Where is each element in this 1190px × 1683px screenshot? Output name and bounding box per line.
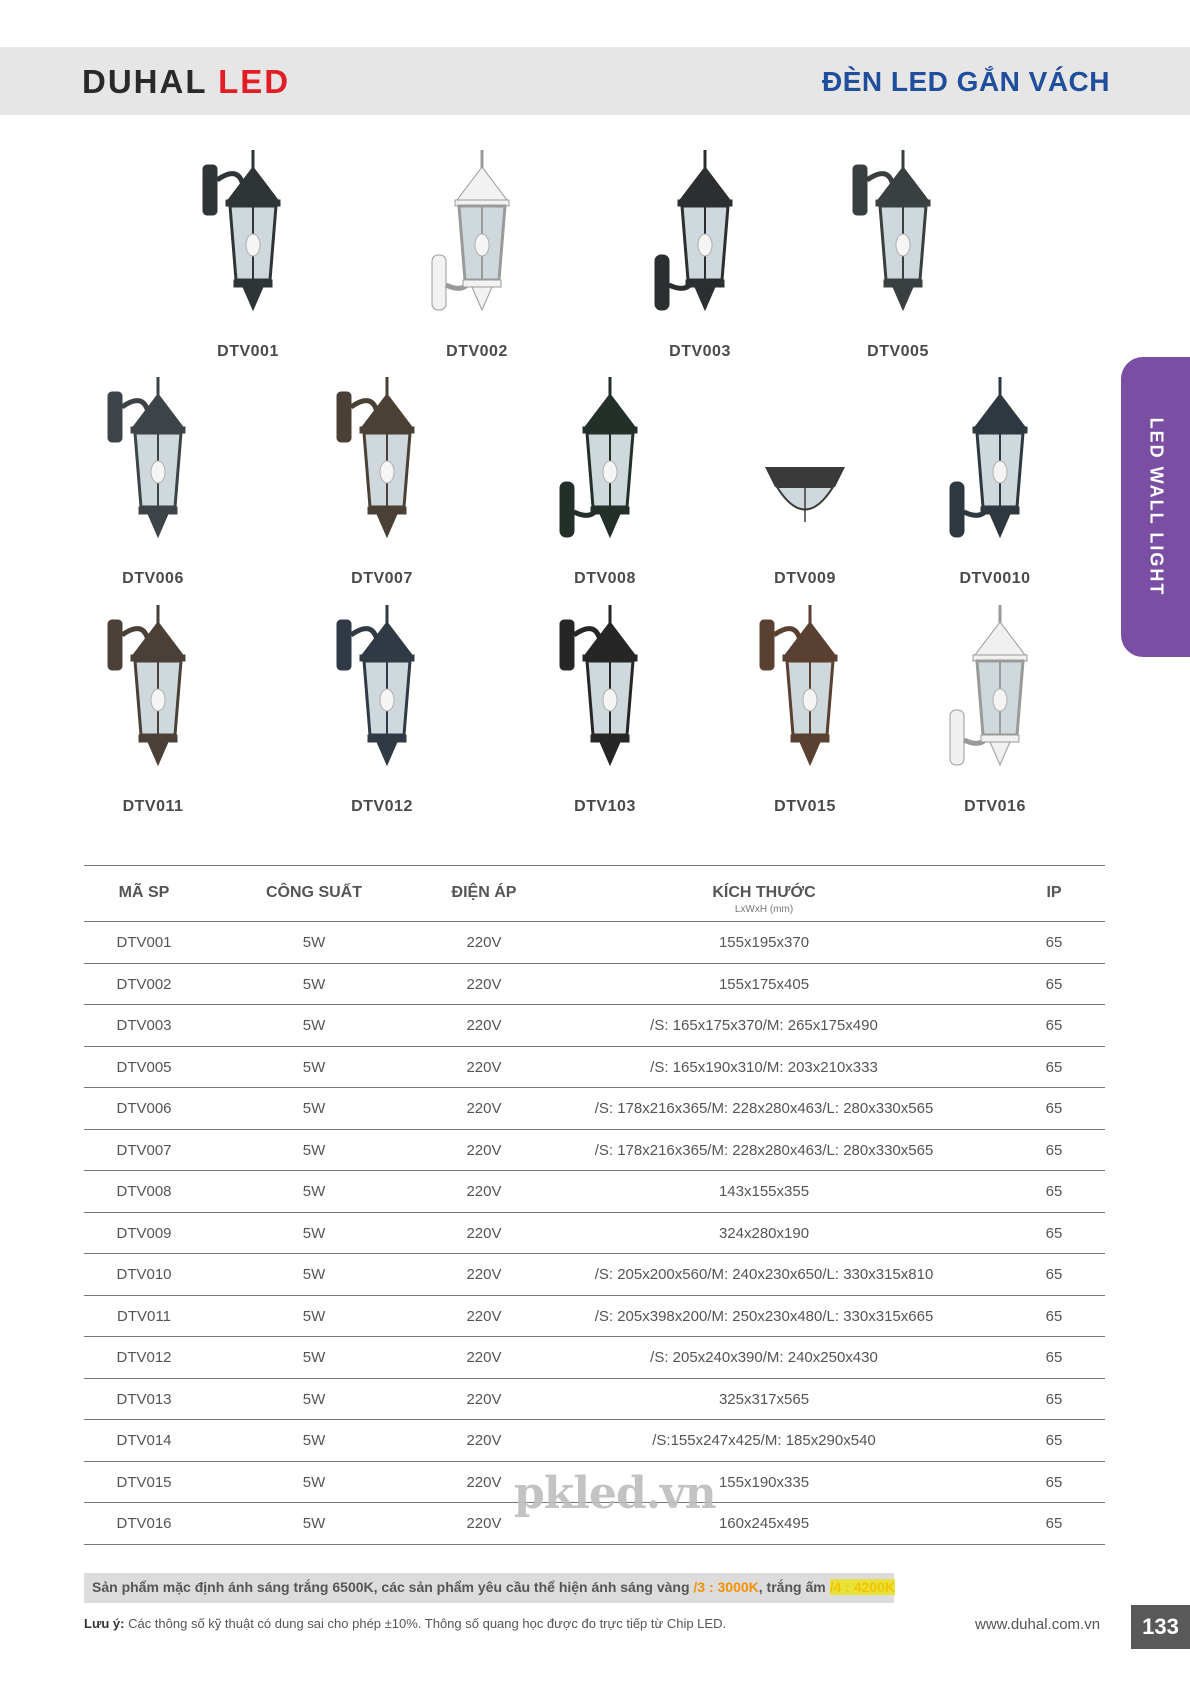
cell-power: 5W [302,1224,326,1242]
cell-size: /S: 205x398x200/M: 250x230x480/L: 330x315x665 [594,1307,934,1325]
page-number: 133 [1131,1605,1190,1649]
cell-size: 325x317x565 [718,1390,810,1408]
cell-code: DTV008 [116,1183,172,1200]
cell-power: 5W [302,1058,326,1076]
note-text: Sản phẩm mặc định ánh sáng trắng 6500K, các sản phẩm yêu cầu thể hiện ánh sáng vàng [92,1579,694,1595]
cell-code: DTV001 [116,934,172,951]
cell-code: DTV006 [116,1100,172,1117]
cell-power: 5W [302,1349,326,1366]
footnote-text: Các thông số kỹ thuật có dung sai cho phép ±10%. Thông số quang học được đo trực tiếp từ Chip LED. [124,1616,727,1631]
cell-ip: 65 [1045,1100,1063,1117]
header-code: MÃ SP [118,884,170,901]
product-dtv008 [515,372,695,602]
product-code: DTV0010 [959,570,1031,587]
cell-ip: 65 [1045,1432,1063,1449]
table-row [84,1047,1105,1089]
cell-power: 5W [302,1017,326,1034]
page-title: ĐÈN LED GẮN VÁCH [821,66,1110,97]
cell-ip: 65 [1045,1390,1063,1408]
header-power: CÔNG SUẤT [266,884,362,901]
lantern-upright-icon [650,145,750,335]
cell-ip: 65 [1045,934,1063,951]
cell-power: 5W [302,1515,326,1532]
table-row [84,1254,1105,1296]
table-row [84,1379,1105,1421]
cell-voltage: 220V [466,1307,502,1325]
cell-voltage: 220V [466,1141,502,1159]
cell-ip: 65 [1045,1349,1063,1366]
cell-size: /S: 165x175x370/M: 265x175x490 [650,1017,878,1034]
lantern-upright-icon [945,372,1045,562]
header-voltage: ĐIỆN ÁP [451,884,517,901]
cell-power: 5W [302,1432,326,1449]
lantern-hanging-icon [332,600,432,790]
cell-voltage: 220V [466,1100,502,1117]
cell-ip: 65 [1045,1141,1063,1159]
cell-size: 155x190x335 [718,1473,810,1491]
product-code: DTV012 [351,798,413,815]
lantern-hex-arm-icon [848,145,948,335]
product-dtv002 [387,145,567,375]
table-row [84,964,1105,1006]
header-ip: IP [1046,884,1062,901]
watermark: pkled.vn [514,1468,716,1519]
cell-size: 155x195x370 [718,934,810,951]
product-dtv005 [808,145,988,375]
brand-logo [82,63,290,101]
table-row [84,1213,1105,1255]
cell-power: 5W [302,975,326,993]
product-code: DTV103 [574,798,636,815]
product-code: DTV003 [669,343,731,360]
cell-ip: 65 [1045,1307,1063,1325]
product-dtv0010 [905,372,1085,602]
header-size [564,884,964,915]
product-code: DTV002 [446,343,508,360]
product-dtv015 [715,600,895,830]
footnote [84,1616,726,1631]
cell-ip: 65 [1045,1058,1063,1076]
product-code: DTV011 [122,798,184,815]
cell-voltage: 220V [466,1224,502,1242]
lantern-square-arm-icon [198,145,298,335]
website-link[interactable]: www.duhal.com.vn [975,1616,1101,1633]
brand-led: LED [218,63,291,100]
header-band [0,47,1190,115]
cell-code: DTV013 [116,1390,172,1408]
table-row [84,1005,1105,1047]
table-row [84,1130,1105,1172]
cell-voltage: 220V [466,1432,502,1449]
cell-size: /S: 205x240x390/M: 240x250x430 [650,1349,878,1366]
product-dtv011 [63,600,243,830]
cell-power: 5W [302,1307,326,1325]
cell-ip: 65 [1045,1224,1063,1242]
cell-code: DTV015 [116,1473,172,1491]
lantern-hex-arm-icon [103,600,203,790]
cell-power: 5W [302,1141,326,1159]
lantern-upright-icon [427,145,527,335]
cell-voltage: 220V [466,975,502,993]
spec-table [84,865,1105,1545]
cell-voltage: 220V [466,1266,502,1283]
cell-code: DTV014 [116,1432,172,1449]
cell-power: 5W [302,1473,326,1491]
product-code: DTV009 [774,570,836,587]
lantern-upright-icon [555,372,655,562]
header-size-unit: LxWxH (mm) [734,904,794,915]
product-dtv012 [292,600,472,830]
table-body [84,922,1105,1545]
cell-size: 143x155x355 [718,1183,810,1200]
cell-voltage: 220V [466,1390,502,1408]
cell-power: 5W [302,1390,326,1408]
cell-code: DTV007 [116,1141,172,1159]
cell-code: DTV016 [116,1515,172,1532]
cell-voltage: 220V [466,1473,502,1491]
cell-size: /S: 205x200x560/M: 240x230x650/L: 330x315x810 [594,1266,934,1283]
lantern-square-arm-icon [755,600,855,790]
cell-power: 5W [302,1266,326,1283]
product-code: DTV001 [217,343,279,360]
cell-size: /S: 165x190x310/M: 203x210x333 [650,1058,878,1076]
cell-code: DTV011 [117,1307,171,1325]
cell-code: DTV012 [116,1349,172,1366]
cell-size: 324x280x190 [718,1224,810,1242]
table-header [84,865,1105,922]
product-dtv001 [158,145,338,375]
table-row [84,1420,1105,1462]
cell-ip: 65 [1045,1515,1063,1532]
cell-voltage: 220V [466,1183,502,1200]
product-dtv007 [292,372,472,602]
table-row [84,1171,1105,1213]
cell-power: 5W [302,1183,326,1200]
product-dtv003 [610,145,790,375]
lantern-ornate-icon [103,372,203,562]
cell-ip: 65 [1045,1183,1063,1200]
table-row [84,1088,1105,1130]
note-warm-4200k: /4 : 4200K [829,1579,895,1595]
cell-code: DTV003 [116,1017,172,1034]
product-code: DTV007 [351,570,413,587]
product-code: DTV008 [574,570,636,587]
cell-voltage: 220V [466,1349,502,1366]
cell-code: DTV009 [116,1224,172,1242]
cell-power: 5W [302,934,326,951]
cell-ip: 65 [1045,975,1063,993]
product-dtv006 [63,372,243,602]
table-row [84,1337,1105,1379]
cell-voltage: 220V [466,1058,502,1076]
note-warm-3000k: /3 : 3000K [693,1579,759,1595]
note-text-middle: , trắng ấm [758,1579,830,1595]
table-row [84,922,1105,964]
lantern-hanging-icon [555,600,655,790]
side-tab-label: LED WALL LIGHT [1146,417,1166,597]
cell-code: DTV005 [116,1058,172,1076]
footnote-label: Lưu ý: [84,1616,125,1631]
cell-code: DTV010 [116,1266,172,1283]
side-tab [1121,357,1190,657]
product-dtv009 [715,372,895,602]
product-dtv103 [515,600,695,830]
cell-size: /S: 178x216x365/M: 228x280x463/L: 280x330x565 [594,1100,934,1117]
cell-power: 5W [302,1100,326,1117]
brand-name: DUHAL [82,63,207,100]
cell-ip: 65 [1045,1473,1063,1491]
lantern-upright-icon [945,600,1045,790]
ceiling-dome-icon [755,372,855,562]
product-code: DTV006 [122,570,184,587]
lantern-ornate-hanging-icon [332,372,432,562]
cell-size: /S: 178x216x365/M: 228x280x463/L: 280x330x565 [594,1141,934,1159]
cell-size: 155x175x405 [718,975,810,993]
header-size-label: KÍCH THƯỚC [712,884,816,901]
cell-ip: 65 [1045,1017,1063,1034]
product-code: DTV015 [774,798,836,815]
cell-ip: 65 [1045,1266,1063,1283]
color-temperature-note [84,1573,894,1603]
cell-size: /S:155x247x425/M: 185x290x540 [652,1432,876,1449]
cell-voltage: 220V [466,1017,502,1034]
cell-voltage: 220V [466,1515,502,1532]
product-dtv016 [905,600,1085,830]
cell-size: 160x245x495 [718,1515,810,1532]
product-code: DTV005 [867,343,929,360]
table-row [84,1296,1105,1338]
product-code: DTV016 [964,798,1026,815]
cell-code: DTV002 [116,975,172,993]
cell-voltage: 220V [466,934,502,951]
